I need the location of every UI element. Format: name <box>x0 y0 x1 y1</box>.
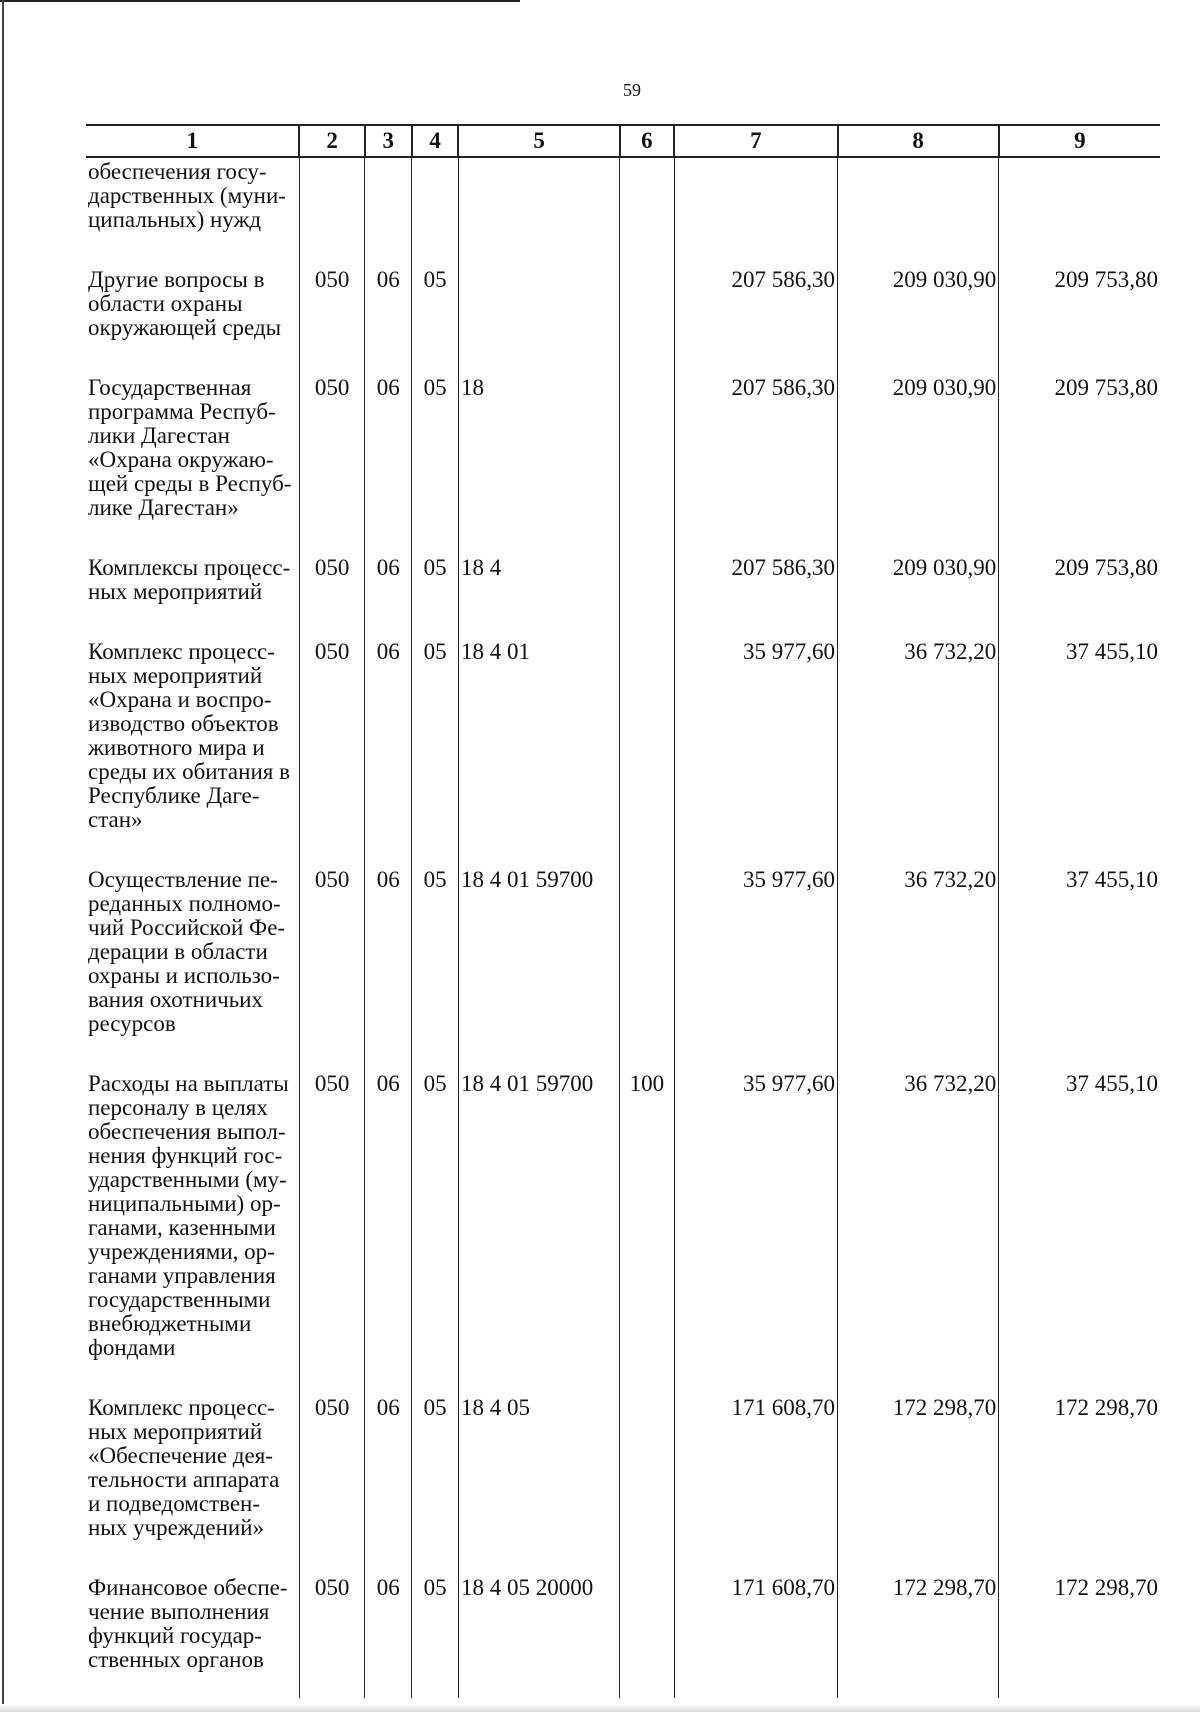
amount-col-7: 207 586,30 <box>674 366 837 546</box>
amount-col-7: 207 586,30 <box>674 546 837 630</box>
header-col-2: 2 <box>299 125 364 157</box>
page-number: 59 <box>623 80 641 100</box>
table-row <box>86 1062 1160 1386</box>
amount-col-9: 37 455,10 <box>999 1062 1160 1386</box>
ved-code: 050 <box>299 630 364 858</box>
amount-col-9: 209 753,80 <box>999 366 1160 546</box>
row-description: Другие вопросы в области охраны окружающей среды <box>86 258 299 366</box>
expense-type-code <box>620 546 674 630</box>
header-col-7: 7 <box>674 125 837 157</box>
table-row <box>86 1566 1160 1698</box>
row-description: Осуществление пе- реданных полномо- чий Российской Фе- дерации в области охраны и использо- вания охотничьих ресурсов <box>86 858 299 1062</box>
amount-col-7: 35 977,60 <box>674 858 837 1062</box>
subsection-code: 05 <box>412 366 459 546</box>
amount-col-7: 207 586,30 <box>674 258 837 366</box>
amount-col-9: 37 455,10 <box>999 858 1160 1062</box>
amount-col-9: 37 455,10 <box>999 630 1160 858</box>
table-row <box>86 858 1160 1062</box>
amount-col-9: 209 753,80 <box>999 546 1160 630</box>
ved-code: 050 <box>299 858 364 1062</box>
ved-code: 050 <box>299 258 364 366</box>
target-article-code: 18 4 05 20000 <box>458 1566 619 1698</box>
table-row <box>86 1386 1160 1566</box>
row-description: Расходы на выплаты персоналу в целях обеспечения выпол- нения функций гос- ударственными (му- ниципальными) ор- ганами, казенными учреждениями, ор- ганами управления государственными внебюджетными фондами <box>86 1062 299 1386</box>
amount-col-8 <box>838 157 999 258</box>
table-row <box>86 157 1160 258</box>
table-row <box>86 258 1160 366</box>
header-col-3: 3 <box>365 125 412 157</box>
section-code: 06 <box>365 546 412 630</box>
section-code <box>365 157 412 258</box>
header-col-5: 5 <box>458 125 619 157</box>
subsection-code: 05 <box>412 258 459 366</box>
row-description: Комплексы процесс- ных мероприятий <box>86 546 299 630</box>
amount-col-8: 172 298,70 <box>838 1386 999 1566</box>
target-article-code <box>458 258 619 366</box>
budget-table <box>86 124 1160 1698</box>
ved-code: 050 <box>299 366 364 546</box>
expense-type-code <box>620 366 674 546</box>
subsection-code <box>412 157 459 258</box>
row-description: Комплекс процесс- ных мероприятий «Охрана и воспро- изводство объектов животного мира и среды их обитания в Республике Даге- стан» <box>86 630 299 858</box>
section-code: 06 <box>365 366 412 546</box>
section-code: 06 <box>365 1566 412 1698</box>
subsection-code: 05 <box>412 858 459 1062</box>
subsection-code: 05 <box>412 1062 459 1386</box>
table-header-row <box>86 125 1160 157</box>
subsection-code: 05 <box>412 546 459 630</box>
header-col-8: 8 <box>838 125 999 157</box>
amount-col-7 <box>674 157 837 258</box>
row-description: обеспечения госу- дарственных (муни- ципальных) нужд <box>86 157 299 258</box>
expense-type-code <box>620 630 674 858</box>
amount-col-8: 209 030,90 <box>838 366 999 546</box>
table-row <box>86 546 1160 630</box>
target-article-code: 18 4 01 <box>458 630 619 858</box>
expense-type-code <box>620 258 674 366</box>
amount-col-7: 171 608,70 <box>674 1566 837 1698</box>
expense-type-code <box>620 1386 674 1566</box>
amount-col-8: 172 298,70 <box>838 1566 999 1698</box>
amount-col-8: 36 732,20 <box>838 630 999 858</box>
top-edge-rule <box>0 0 520 2</box>
section-code: 06 <box>365 858 412 1062</box>
amount-col-9 <box>999 157 1160 258</box>
section-code: 06 <box>365 258 412 366</box>
expense-type-code <box>620 157 674 258</box>
amount-col-7: 35 977,60 <box>674 1062 837 1386</box>
expense-type-code: 100 <box>620 1062 674 1386</box>
ved-code: 050 <box>299 1566 364 1698</box>
header-col-4: 4 <box>412 125 459 157</box>
target-article-code <box>458 157 619 258</box>
amount-col-8: 209 030,90 <box>838 258 999 366</box>
ved-code: 050 <box>299 546 364 630</box>
table-row <box>86 630 1160 858</box>
row-description: Государственная программа Респуб- лики Дагестан «Охрана окружаю- щей среды в Респуб- лике Дагестан» <box>86 366 299 546</box>
target-article-code: 18 <box>458 366 619 546</box>
target-article-code: 18 4 01 59700 <box>458 1062 619 1386</box>
amount-col-9: 172 298,70 <box>999 1566 1160 1698</box>
left-edge-rule <box>2 0 4 1712</box>
ved-code <box>299 157 364 258</box>
subsection-code: 05 <box>412 1566 459 1698</box>
target-article-code: 18 4 <box>458 546 619 630</box>
header-col-9: 9 <box>999 125 1160 157</box>
amount-col-7: 35 977,60 <box>674 630 837 858</box>
expense-type-code <box>620 1566 674 1698</box>
amount-col-9: 172 298,70 <box>999 1386 1160 1566</box>
target-article-code: 18 4 05 <box>458 1386 619 1566</box>
row-description: Комплекс процесс- ных мероприятий «Обеспечение дея- тельности аппарата и подведомствен- ных учреждений» <box>86 1386 299 1566</box>
section-code: 06 <box>365 1386 412 1566</box>
scan-bottom-edge <box>0 1704 1200 1712</box>
ved-code: 050 <box>299 1386 364 1566</box>
header-col-1: 1 <box>86 125 299 157</box>
amount-col-7: 171 608,70 <box>674 1386 837 1566</box>
expense-type-code <box>620 858 674 1062</box>
subsection-code: 05 <box>412 1386 459 1566</box>
target-article-code: 18 4 01 59700 <box>458 858 619 1062</box>
ved-code: 050 <box>299 1062 364 1386</box>
amount-col-8: 209 030,90 <box>838 546 999 630</box>
header-col-6: 6 <box>620 125 674 157</box>
amount-col-8: 36 732,20 <box>838 1062 999 1386</box>
amount-col-9: 209 753,80 <box>999 258 1160 366</box>
amount-col-8: 36 732,20 <box>838 858 999 1062</box>
subsection-code: 05 <box>412 630 459 858</box>
section-code: 06 <box>365 630 412 858</box>
row-description: Финансовое обеспе- чение выполнения функций государ- ственных органов <box>86 1566 299 1698</box>
table-row <box>86 366 1160 546</box>
section-code: 06 <box>365 1062 412 1386</box>
